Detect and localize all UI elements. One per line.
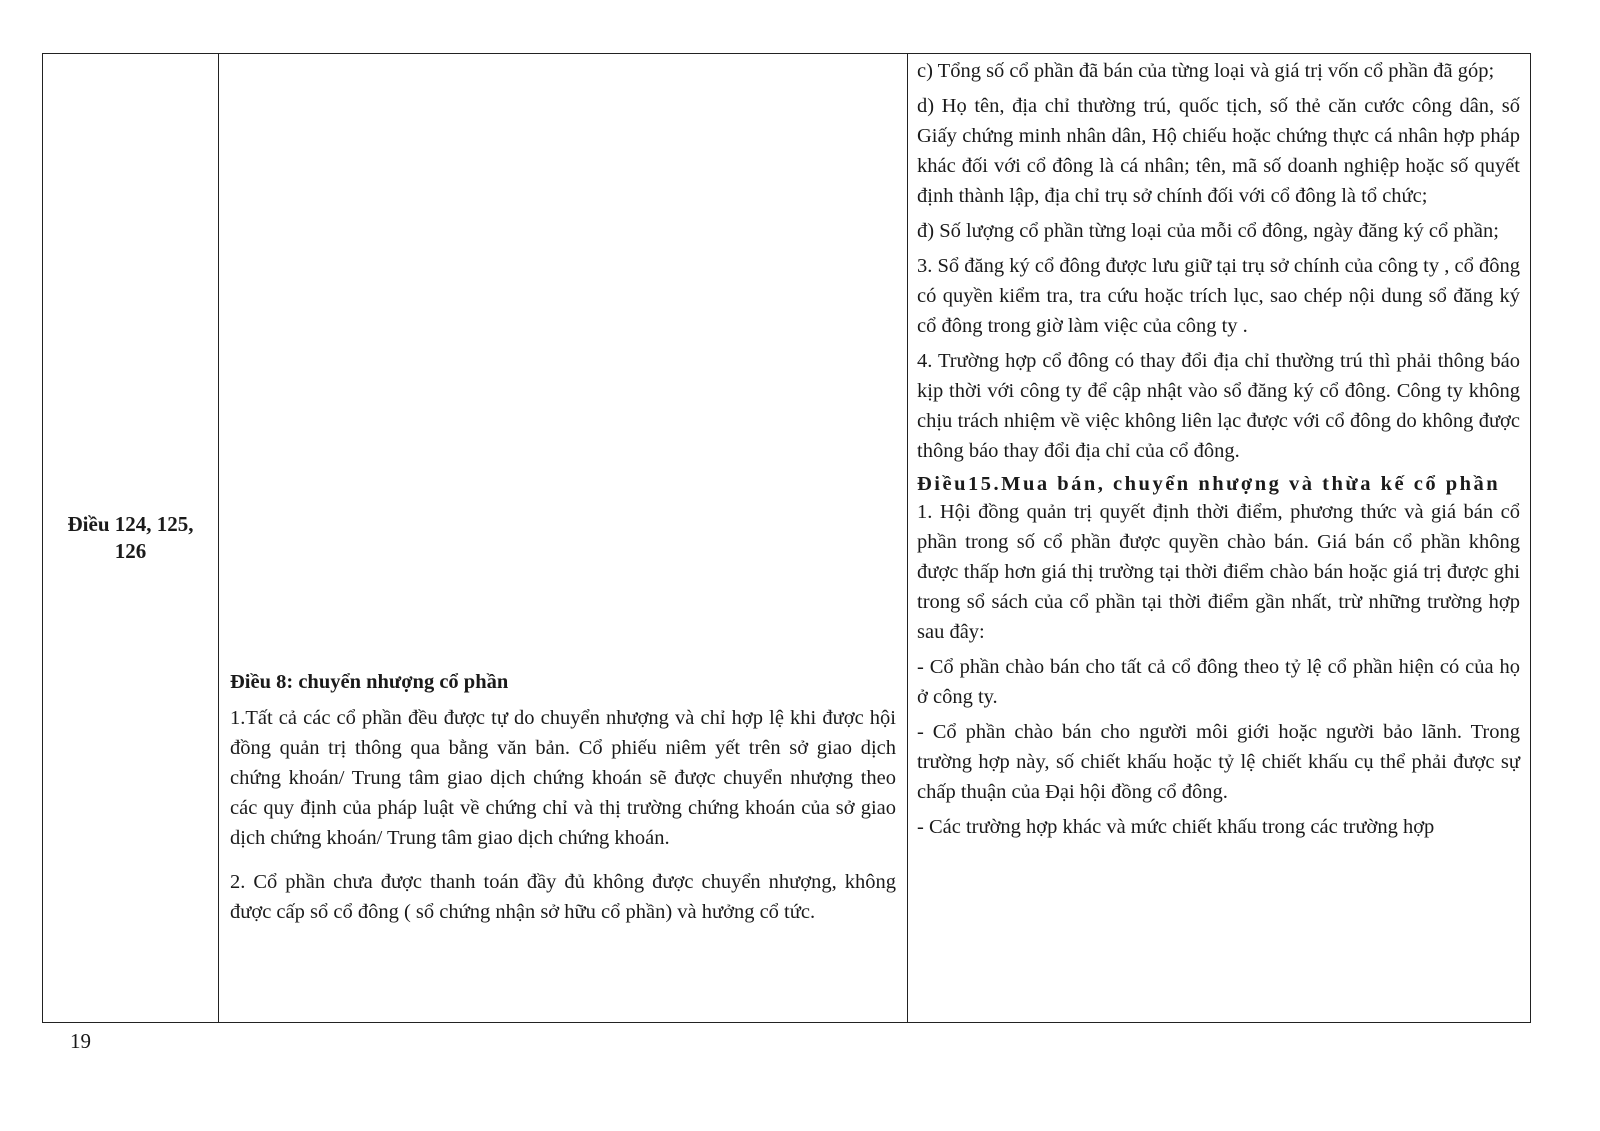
new-article-heading: Điều15.Mua bán, chuyển nhượng và thừa kế cổ phần <box>917 473 1501 495</box>
new-article-bullet-1: - Cổ phần chào bán cho tất cả cổ đông theo tỷ lệ cổ phần hiện có của họ ở công ty. <box>917 656 1520 708</box>
page-number: 19 <box>70 1029 91 1053</box>
new-paragraph-c: c) Tổng số cổ phần đã bán của từng loại và giá trị vốn cổ phần đã góp; <box>917 60 1495 82</box>
old-charter-content <box>230 667 896 927</box>
old-paragraph-2: 2. Cổ phần chưa được thanh toán đầy đủ không được chuyển nhượng, không được cấp sổ cổ đông ( sổ chứng nhận sở hữu cổ phần) và hưởng cổ tức. <box>230 871 896 923</box>
old-article-number: Điều 8 <box>230 671 287 693</box>
new-article-bullet-3: - Các trường hợp khác và mức chiết khấu trong các trường hợp <box>917 816 1435 838</box>
table-row <box>43 54 1531 1023</box>
law-reference: Điều 124, 125, 126 <box>67 512 194 563</box>
old-article-title: : chuyển nhượng cổ phần <box>286 671 509 693</box>
old-paragraph-1: 1.Tất cả các cổ phần đều được tự do chuyển nhượng và chỉ hợp lệ khi được hội đồng quản trị thông qua bằng văn bản. Cổ phiếu niêm yết trên sở giao dịch chứng khoán/ Trung tâm giao dịch chứng khoán sẽ được chuyển nhượng theo các quy định của pháp luật về chứng chỉ và thị trường chứng khoán của sở giao dịch chứng khoán/ Trung tâm giao dịch chứng khoán. <box>230 707 896 849</box>
new-article-bullet-2: - Cổ phần chào bán cho người môi giới hoặc người bảo lãnh. Trong trường hợp này, số chiết khấu hoặc tỷ lệ chiết khấu cụ thể phải được sự chấp thuận của Đại hội đồng cổ đông. <box>917 721 1520 803</box>
new-charter-content <box>917 56 1520 842</box>
new-article-paragraph-1: 1. Hội đồng quản trị quyết định thời điểm, phương thức và giá bán cổ phần trong số cổ phần được quyền chào bán. Giá bán cổ phần không được thấp hơn giá thị trường tại thời điểm chào bán hoặc giá trị được ghi trong sổ sách của cổ phần tại thời điểm gần nhất, trừ những trường hợp sau đây: <box>917 501 1520 643</box>
new-paragraph-4: 4. Trường hợp cổ đông có thay đổi địa chỉ thường trú thì phải thông báo kịp thời với công ty để cập nhật vào sổ đăng ký cổ đông. Công ty không chịu trách nhiệm về việc không liên lạc được với cổ đông do không được thông báo thay đổi địa chỉ của cổ đông. <box>917 350 1520 462</box>
old-article-heading <box>230 667 896 697</box>
old-charter-cell <box>219 54 908 1023</box>
new-paragraph-3: 3. Sổ đăng ký cổ đông được lưu giữ tại trụ sở chính của công ty , cổ đông có quyền kiểm tra, tra cứu hoặc trích lục, sao chép nội dung sổ đăng ký cổ đông trong giờ làm việc của công ty . <box>917 255 1520 337</box>
law-reference-cell <box>43 54 219 1023</box>
new-paragraph-dd: đ) Số lượng cổ phần từng loại của mỗi cổ đông, ngày đăng ký cổ phần; <box>917 220 1499 242</box>
new-paragraph-d: d) Họ tên, địa chỉ thường trú, quốc tịch, số thẻ căn cước công dân, số Giấy chứng minh nhân dân, Hộ chiếu hoặc chứng thực cá nhân hợp pháp khác đối với cổ đông là cá nhân; tên, mã số doanh nghiệp hoặc số quyết định thành lập, địa chỉ trụ sở chính đối với cổ đông là tổ chức; <box>917 95 1520 207</box>
new-charter-cell <box>908 54 1531 1023</box>
comparison-table <box>42 53 1531 1023</box>
